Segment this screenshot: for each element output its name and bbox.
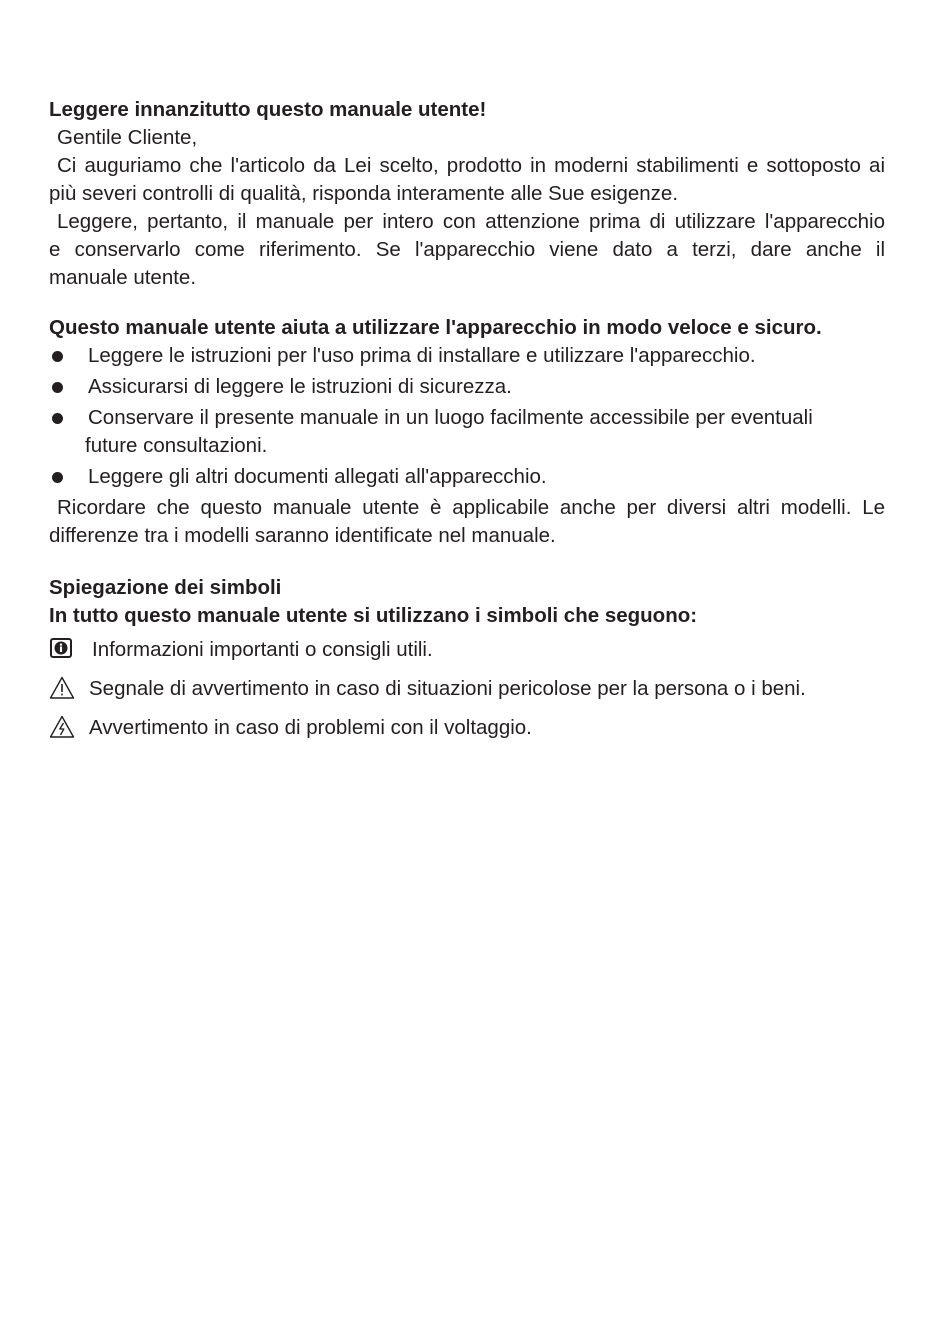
bullet-icon — [52, 351, 63, 362]
intro-section — [49, 96, 885, 292]
list-item — [49, 463, 885, 491]
intro-paragraph-2-line-3: manuale utente. — [49, 266, 197, 289]
list-item — [49, 714, 885, 742]
symbols-subheading: In tutto questo manuale utente si utilizzano i simboli che seguono: — [49, 604, 698, 627]
intro-paragraph-1-line-2: più severi controlli di qualità, risponda interamente alle Sue esigenze. — [49, 182, 679, 205]
symbols-list — [49, 636, 885, 742]
manual-page — [49, 96, 885, 753]
intro-paragraph-1-line-1: Ci auguriamo che l'articolo da Lei scelto, prodotto in moderni stabilimenti e sottoposto ai — [57, 154, 885, 177]
bullet-text: Conservare il presente manuale in un luogo facilmente accessibile per eventuali — [88, 406, 813, 429]
list-item — [49, 342, 885, 370]
symbol-text: Avvertimento in caso di problemi con il voltaggio. — [89, 716, 532, 739]
warning-triangle-icon — [49, 675, 75, 701]
list-item — [49, 675, 885, 703]
list-item — [49, 404, 885, 460]
bullet-text-continued: future consultazioni. — [85, 434, 268, 457]
intro-paragraph-2 — [49, 208, 885, 292]
salutation: Gentile Cliente, — [57, 126, 198, 149]
usage-note — [49, 494, 885, 550]
intro-paragraph-1 — [49, 152, 885, 208]
symbol-text: Informazioni importanti o consigli utili. — [92, 638, 433, 661]
usage-section — [49, 314, 885, 550]
bullet-icon — [52, 472, 63, 483]
usage-note-line-2: differenze tra i modelli saranno identificate nel manuale. — [49, 524, 556, 547]
symbol-text: Segnale di avvertimento in caso di situazioni pericolose per la persona o i beni. — [89, 677, 806, 700]
usage-bullet-list — [49, 342, 885, 491]
intro-paragraph-2-line-2: e conservarlo come riferimento. Se l'apparecchio viene dato a terzi, dare anche il — [49, 238, 885, 261]
intro-heading: Leggere innanzitutto questo manuale utente! — [49, 98, 487, 121]
intro-paragraph-2-line-1: Leggere, pertanto, il manuale per intero con attenzione prima di utilizzare l'apparecchio — [57, 210, 885, 233]
usage-note-line-1: Ricordare che questo manuale utente è applicabile anche per diversi altri modelli. Le — [57, 496, 885, 519]
electric-warning-icon — [49, 714, 75, 740]
symbols-heading: Spiegazione dei simboli — [49, 576, 282, 599]
usage-heading: Questo manuale utente aiuta a utilizzare l'apparecchio in modo veloce e sicuro. — [49, 316, 822, 339]
bullet-text: Leggere gli altri documenti allegati all'apparecchio. — [88, 465, 547, 488]
list-item — [49, 636, 885, 664]
info-icon — [49, 636, 75, 662]
list-item — [49, 373, 885, 401]
bullet-icon — [52, 382, 63, 393]
bullet-icon — [52, 413, 63, 424]
bullet-text: Assicurarsi di leggere le istruzioni di sicurezza. — [88, 375, 512, 398]
symbols-section — [49, 574, 885, 742]
bullet-text: Leggere le istruzioni per l'uso prima di installare e utilizzare l'apparecchio. — [88, 344, 756, 367]
